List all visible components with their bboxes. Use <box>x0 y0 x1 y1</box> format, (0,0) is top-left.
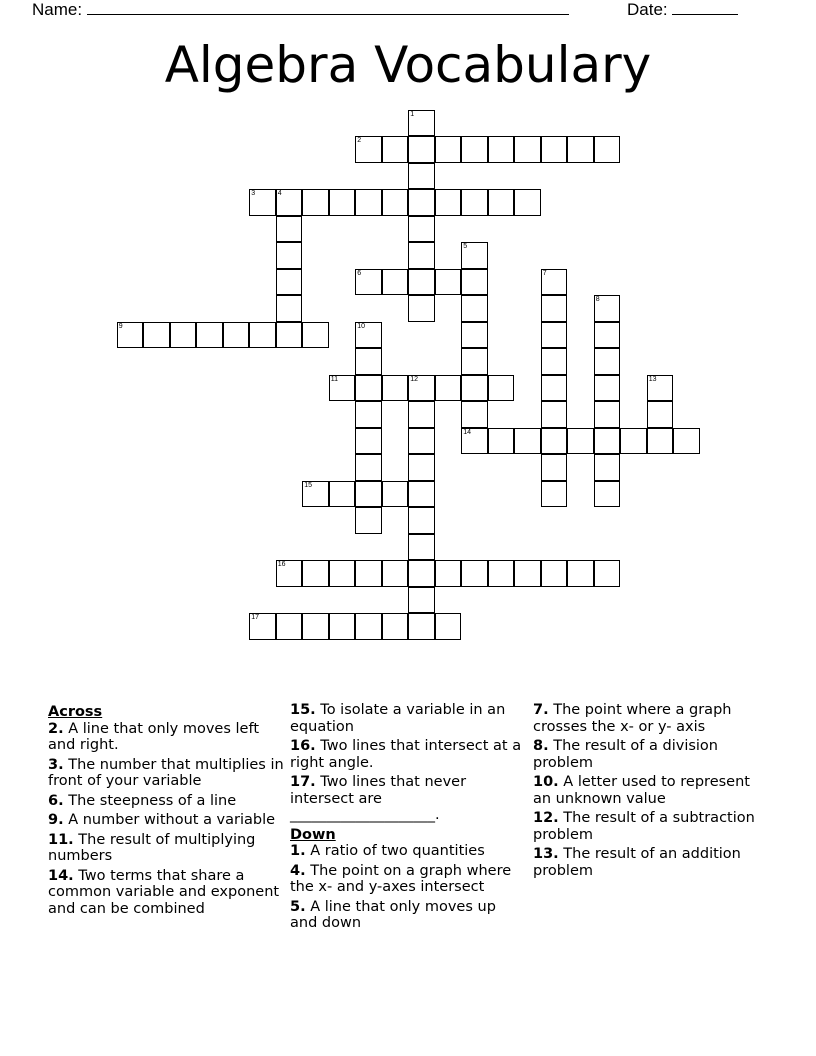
crossword-cell[interactable] <box>594 401 621 428</box>
crossword-cell[interactable] <box>461 348 488 375</box>
crossword-cell[interactable] <box>514 189 541 216</box>
cell-number: 16 <box>277 561 286 569</box>
clue-down-8: 8. The result of a division problem <box>533 738 718 771</box>
crossword-cell[interactable] <box>382 375 409 402</box>
crossword-cell[interactable] <box>594 454 621 481</box>
clue-down-5: 5. A line that only moves up and down <box>290 898 496 931</box>
crossword-cell[interactable] <box>249 322 276 349</box>
crossword-cell[interactable] <box>514 136 541 163</box>
crossword-cell[interactable] <box>329 375 356 402</box>
clue-down-4: 4. The point on a graph where the x- and y-axes intersect <box>290 862 512 895</box>
date-label: Date: <box>627 0 668 19</box>
cell-number: 9 <box>118 322 123 330</box>
clue-down-12: 12. The result of a subtraction problem <box>533 810 755 843</box>
crossword-cell[interactable] <box>488 136 515 163</box>
crossword-cell[interactable] <box>461 401 488 428</box>
crossword-cell[interactable] <box>567 136 594 163</box>
crossword-cell[interactable] <box>355 507 382 534</box>
clue-across-17: 17. Two lines that never intersect are ____________________. <box>290 774 467 823</box>
crossword-cell[interactable] <box>170 322 197 349</box>
crossword-cell[interactable] <box>541 322 568 349</box>
crossword-cell[interactable] <box>355 136 382 163</box>
crossword-cell[interactable] <box>408 216 435 243</box>
crossword-cell[interactable] <box>355 189 382 216</box>
crossword-cell[interactable] <box>355 375 382 402</box>
clue-across-6: 6. The steepness of a line <box>48 792 237 809</box>
crossword-cell[interactable] <box>541 295 568 322</box>
cell-number: 7 <box>542 269 547 277</box>
crossword-cell[interactable] <box>408 295 435 322</box>
crossword-cell[interactable] <box>408 375 435 402</box>
clue-across-9: 9. A number without a variable <box>48 812 276 828</box>
crossword-cell[interactable] <box>541 481 568 508</box>
name-field <box>32 0 569 20</box>
crossword-cell[interactable] <box>594 375 621 402</box>
crossword-cell[interactable] <box>461 189 488 216</box>
cell-number: 17 <box>251 614 260 622</box>
crossword-cell[interactable] <box>249 189 276 216</box>
crossword-cell[interactable] <box>620 428 647 455</box>
crossword-cell[interactable] <box>355 560 382 587</box>
crossword-cell[interactable] <box>355 613 382 640</box>
cell-number: 14 <box>463 428 472 436</box>
crossword-cell[interactable] <box>276 242 303 269</box>
crossword-cell[interactable] <box>541 560 568 587</box>
crossword-cell[interactable] <box>382 136 409 163</box>
crossword-cell[interactable] <box>435 613 462 640</box>
down-heading: Down <box>290 826 336 843</box>
crossword-cell[interactable] <box>408 428 435 455</box>
crossword-cell[interactable] <box>673 428 700 455</box>
page-title: Algebra Vocabulary <box>164 36 652 94</box>
crossword-cell[interactable] <box>461 375 488 402</box>
clue-across-16: 16. Two lines that intersect at a right angle. <box>290 738 522 771</box>
crossword-cell[interactable] <box>461 242 488 269</box>
cell-number: 8 <box>595 296 600 304</box>
crossword-cell[interactable] <box>408 587 435 614</box>
crossword-cell[interactable] <box>329 189 356 216</box>
crossword-cell[interactable] <box>355 481 382 508</box>
crossword-cell[interactable] <box>594 322 621 349</box>
crossword-cell[interactable] <box>196 322 223 349</box>
crossword-cell[interactable] <box>382 613 409 640</box>
crossword-cell[interactable] <box>276 613 303 640</box>
crossword-cell[interactable] <box>329 481 356 508</box>
cell-number: 3 <box>251 190 256 198</box>
crossword-cell[interactable] <box>382 189 409 216</box>
crossword-cell[interactable] <box>408 507 435 534</box>
crossword-cell[interactable] <box>302 613 329 640</box>
across-heading: Across <box>48 704 103 720</box>
crossword-cell[interactable] <box>594 481 621 508</box>
crossword-cell[interactable] <box>647 375 674 402</box>
cell-number: 4 <box>277 190 282 198</box>
crossword-cell[interactable] <box>408 242 435 269</box>
clue-down-13: 13. The result of an addition problem <box>533 846 741 879</box>
cell-number: 2 <box>357 137 362 145</box>
crossword-cell[interactable] <box>223 322 250 349</box>
crossword-cell[interactable] <box>541 401 568 428</box>
cell-number: 6 <box>357 269 362 277</box>
crossword-cell[interactable] <box>302 481 329 508</box>
crossword-cell[interactable] <box>408 269 435 296</box>
crossword-cell[interactable] <box>594 560 621 587</box>
clue-across-14: 14. Two terms that share a common variable and exponent and can be combined <box>48 867 280 917</box>
clue-across-11: 11. The result of multiplying numbers <box>48 831 256 864</box>
crossword-cell[interactable] <box>541 348 568 375</box>
crossword-cell[interactable] <box>435 375 462 402</box>
crossword-cell[interactable] <box>488 375 515 402</box>
crossword-cell[interactable] <box>276 295 303 322</box>
crossword-cell[interactable] <box>541 269 568 296</box>
cell-number: 1 <box>410 110 415 118</box>
crossword-cell[interactable] <box>408 163 435 190</box>
crossword-cell[interactable] <box>647 428 674 455</box>
crossword-cell[interactable] <box>117 322 144 349</box>
crossword-cell[interactable] <box>435 136 462 163</box>
crossword-cell[interactable] <box>249 613 276 640</box>
crossword-cell[interactable] <box>461 136 488 163</box>
crossword-cell[interactable] <box>594 428 621 455</box>
clue-down-7: 7. The point where a graph crosses the x- or y- axis <box>533 702 732 735</box>
crossword-cell[interactable] <box>408 110 435 137</box>
crossword-cell[interactable] <box>408 560 435 587</box>
crossword-cell[interactable] <box>143 322 170 349</box>
crossword-cell[interactable] <box>541 428 568 455</box>
crossword-cell[interactable] <box>461 269 488 296</box>
clue-across-2: 2. A line that only moves left and right. <box>48 720 260 753</box>
crossword-cell[interactable] <box>541 136 568 163</box>
crossword-cell[interactable] <box>408 613 435 640</box>
crossword-cell[interactable] <box>302 322 329 349</box>
crossword-cell[interactable] <box>567 428 594 455</box>
crossword-cell[interactable] <box>647 401 674 428</box>
clue-down-1: 1. A ratio of two quantities <box>290 843 485 859</box>
crossword-cell[interactable] <box>461 322 488 349</box>
crossword-cell[interactable] <box>408 481 435 508</box>
crossword-cell[interactable] <box>541 454 568 481</box>
cell-number: 13 <box>648 375 657 383</box>
crossword-cell[interactable] <box>594 348 621 375</box>
date-line[interactable] <box>672 0 738 15</box>
crossword-cell[interactable] <box>488 189 515 216</box>
crossword-cell[interactable] <box>382 560 409 587</box>
crossword-cell[interactable] <box>541 375 568 402</box>
crossword-cell[interactable] <box>408 189 435 216</box>
crossword-cell[interactable] <box>408 534 435 561</box>
clue-column-2 <box>290 702 526 935</box>
crossword-cell[interactable] <box>382 269 409 296</box>
cell-number: 12 <box>410 375 419 383</box>
clue-column-1 <box>48 702 284 920</box>
name-label: Name: <box>32 0 83 19</box>
crossword-cell[interactable] <box>355 269 382 296</box>
crossword-cell[interactable] <box>276 216 303 243</box>
crossword-cell[interactable] <box>329 560 356 587</box>
crossword-cell[interactable] <box>276 269 303 296</box>
crossword-cell[interactable] <box>514 428 541 455</box>
crossword-cell[interactable] <box>355 322 382 349</box>
clue-down-10: 10. A letter used to represent an unknown value <box>533 774 750 807</box>
crossword-cell[interactable] <box>435 560 462 587</box>
crossword-cell[interactable] <box>276 189 303 216</box>
crossword-cell[interactable] <box>355 401 382 428</box>
crossword-cell[interactable] <box>382 481 409 508</box>
clue-across-15: 15. To isolate a variable in an equation <box>290 702 506 735</box>
cell-number: 15 <box>304 481 313 489</box>
crossword-cell[interactable] <box>276 322 303 349</box>
crossword-cell[interactable] <box>594 295 621 322</box>
crossword-cell[interactable] <box>355 348 382 375</box>
crossword-cell[interactable] <box>461 295 488 322</box>
crossword-cell[interactable] <box>355 454 382 481</box>
cell-number: 11 <box>330 375 339 383</box>
crossword-cell[interactable] <box>435 269 462 296</box>
crossword-cell[interactable] <box>302 560 329 587</box>
crossword-cell[interactable] <box>461 428 488 455</box>
crossword-cell[interactable] <box>514 560 541 587</box>
crossword-cell[interactable] <box>567 560 594 587</box>
cell-number: 5 <box>463 243 468 251</box>
clue-column-3 <box>533 702 769 882</box>
crossword-cell[interactable] <box>329 613 356 640</box>
crossword-cell[interactable] <box>435 189 462 216</box>
crossword-cell[interactable] <box>302 189 329 216</box>
cell-number: 10 <box>357 322 366 330</box>
crossword-cell[interactable] <box>408 136 435 163</box>
crossword-cell[interactable] <box>488 560 515 587</box>
crossword-cell[interactable] <box>408 401 435 428</box>
clue-across-3: 3. The number that multiplies in front of your variable <box>48 756 284 789</box>
crossword-cell[interactable] <box>488 428 515 455</box>
name-line[interactable] <box>87 0 569 15</box>
crossword-cell[interactable] <box>276 560 303 587</box>
crossword-cell[interactable] <box>461 560 488 587</box>
crossword-cell[interactable] <box>594 136 621 163</box>
crossword-cell[interactable] <box>408 454 435 481</box>
crossword-cell[interactable] <box>355 428 382 455</box>
date-field <box>627 0 738 20</box>
